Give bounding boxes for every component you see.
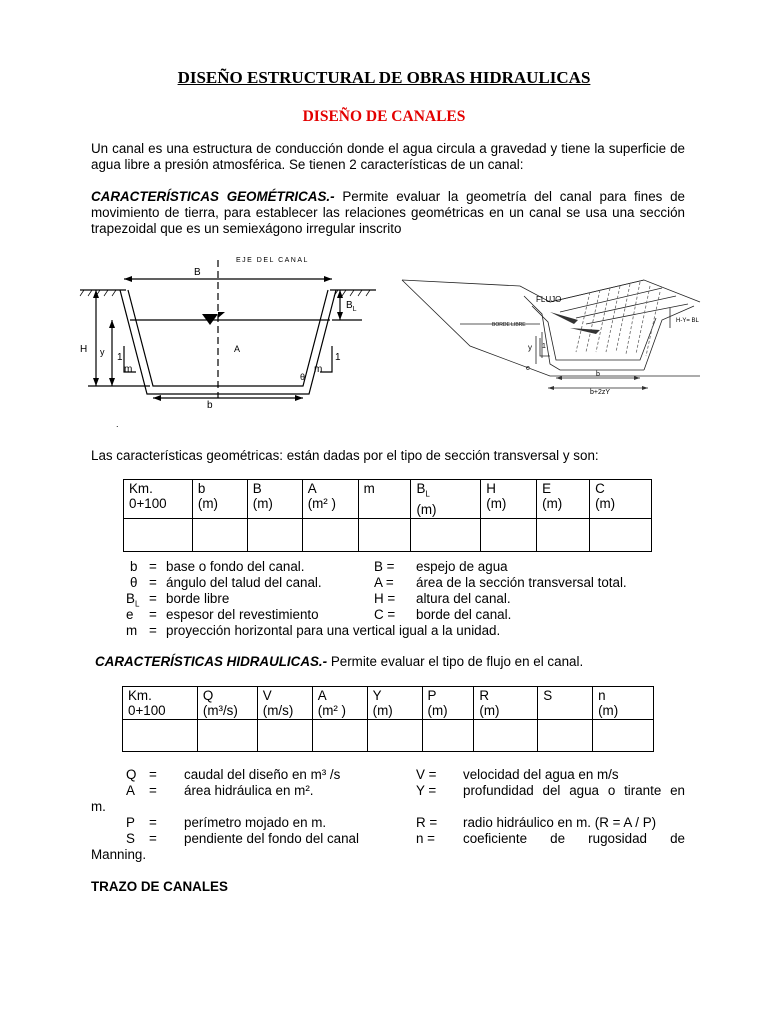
header-symbol: C xyxy=(595,481,605,496)
section-heading: TRAZO DE CANALES xyxy=(91,879,228,894)
legend-symbol: θ xyxy=(130,575,138,590)
table-header-cell xyxy=(197,687,257,720)
legend-symbol: P xyxy=(126,815,135,830)
header-symbol: Y xyxy=(372,688,382,703)
legend-symbol: Q xyxy=(126,767,137,782)
header-unit: 0+100 xyxy=(128,703,166,718)
label-b2zy: b+2zY xyxy=(590,389,611,396)
label-e: e xyxy=(526,365,530,372)
legend-row xyxy=(0,559,768,575)
legend-definition-right: área de la sección transversal total. xyxy=(416,575,627,590)
table-cell[interactable] xyxy=(302,518,358,551)
label-m-left: m xyxy=(124,364,133,375)
legend-definition: caudal del diseño en m³ /s xyxy=(184,767,341,782)
label-one-left: 1 xyxy=(117,352,123,363)
legend-symbol-right: H = xyxy=(374,591,396,606)
label-BL: $B_L$ xyxy=(346,300,357,313)
geometric-header-row xyxy=(124,480,652,519)
hydraulic-data-row xyxy=(123,720,654,752)
header-unit: (m) xyxy=(598,703,619,718)
geometric-heading: CARACTERÍSTICAS GEOMÉTRICAS.- xyxy=(91,189,335,204)
legend-symbol-right: R = xyxy=(416,815,438,830)
label-y-right: y xyxy=(528,343,532,352)
label-theta: θ xyxy=(300,372,306,382)
legend-row xyxy=(0,783,768,799)
legend-symbol-right: n = xyxy=(416,831,435,846)
label-m-right: m xyxy=(314,364,323,375)
header-symbol: b xyxy=(197,481,206,496)
header-unit: (m) xyxy=(427,703,448,718)
table-header-cell xyxy=(590,480,652,519)
header-symbol: B xyxy=(252,481,262,496)
legend-symbol: A xyxy=(126,783,135,798)
legend-symbol-right: B = xyxy=(374,559,395,574)
legend-definition: área hidráulica en m². xyxy=(184,783,314,798)
hydraulic-header-row xyxy=(123,687,654,720)
header-unit: (m) xyxy=(416,501,437,517)
table-header-cell xyxy=(593,687,654,720)
table-header-cell xyxy=(367,687,422,720)
legend-equals: = xyxy=(149,623,157,638)
table-header-cell xyxy=(358,480,411,519)
channel-perspective-figure xyxy=(400,272,706,400)
legend-continuation: m. xyxy=(91,799,106,814)
geometric-text: Permite evaluar la geometría del canal para fines de movimiento de tierra, para establecer las relaciones geométricas en un canal se usa una sección trapezoidal que es un semiexágono irregular inscrito xyxy=(91,189,685,236)
header-symbol: P xyxy=(427,688,437,703)
legend-definition: perímetro mojado en m. xyxy=(184,815,327,830)
label-one-right-fig: 1 xyxy=(542,343,546,350)
legend-row xyxy=(0,607,768,623)
table-header-cell xyxy=(124,480,193,519)
legend-definition: borde libre xyxy=(166,591,230,606)
header-unit: (m/s) xyxy=(262,703,294,718)
geometric-table-intro: Las características geométricas: están dadas por el tipo de sección transversal y son: xyxy=(91,448,599,463)
table-header-cell xyxy=(411,480,481,519)
legend-equals: = xyxy=(149,575,157,590)
table-cell[interactable] xyxy=(123,720,198,752)
legend-symbol: m xyxy=(126,623,138,638)
legend-definition-right: velocidad del agua en m/s xyxy=(463,767,619,782)
header-symbol: E xyxy=(542,481,552,496)
legend-row xyxy=(0,767,768,783)
geometric-data-row xyxy=(124,518,652,551)
document-subtitle: DISEÑO DE CANALES xyxy=(302,108,466,125)
label-hy-bl: H-Y= BL xyxy=(676,318,699,324)
header-symbol: n xyxy=(598,688,606,703)
table-header-cell xyxy=(247,480,302,519)
legend-symbol: $B_L$ xyxy=(126,591,140,609)
header-symbol: $B_L$ xyxy=(416,481,430,499)
table-header-cell xyxy=(538,687,593,720)
legend-equals: = xyxy=(149,559,157,574)
legend-equals: = xyxy=(149,607,157,622)
table-cell[interactable] xyxy=(367,720,422,752)
legend-definition-right: espejo de agua xyxy=(416,559,508,574)
table-header-cell xyxy=(422,687,474,720)
legend-symbol: b xyxy=(130,559,138,574)
hydraulic-heading: CARACTERÍSTICAS HIDRAULICAS.- xyxy=(95,654,328,669)
table-cell[interactable] xyxy=(481,518,537,551)
table-header-cell xyxy=(302,480,358,519)
header-unit xyxy=(364,496,406,511)
header-symbol: Km. xyxy=(128,688,152,703)
geometric-paragraph xyxy=(91,189,685,237)
legend-row xyxy=(0,623,768,639)
table-cell[interactable] xyxy=(257,720,312,752)
table-header-cell xyxy=(312,687,367,720)
header-unit: 0+100 xyxy=(129,496,167,511)
header-unit: (m³/s) xyxy=(202,703,238,718)
header-unit: (m) xyxy=(479,703,500,718)
table-cell[interactable] xyxy=(538,720,593,752)
header-symbol: Km. xyxy=(129,481,153,496)
table-cell[interactable] xyxy=(593,720,654,752)
intro-paragraph: Un canal es una estructura de conducción donde el agua circula a gravedad y tiene la superficie de agua libre a presión atmosférica. Se tienen 2 características de un canal: xyxy=(91,141,685,172)
header-symbol: R xyxy=(479,688,490,703)
header-unit: (m² ) xyxy=(307,496,336,511)
table-cell[interactable] xyxy=(537,518,590,551)
label-one-right: 1 xyxy=(335,352,341,363)
header-unit: (m² ) xyxy=(317,703,346,718)
legend-symbol-right: Y = xyxy=(416,783,437,798)
legend-definition: espesor del revestimiento xyxy=(166,607,319,622)
legend-symbol: e xyxy=(126,607,134,622)
table-header-cell xyxy=(123,687,198,720)
legend-definition-right: radio hidráulico en m. (R = A / P) xyxy=(463,815,657,830)
header-unit: (m) xyxy=(595,496,616,511)
header-symbol: A xyxy=(317,688,327,703)
table-cell[interactable] xyxy=(474,720,538,752)
table-cell[interactable] xyxy=(192,518,247,551)
table-cell[interactable] xyxy=(590,518,652,551)
table-header-cell xyxy=(257,687,312,720)
legend-equals: = xyxy=(149,767,157,782)
table-header-cell xyxy=(537,480,590,519)
table-header-cell xyxy=(481,480,537,519)
table-cell[interactable] xyxy=(124,518,193,551)
table-cell[interactable] xyxy=(358,518,411,551)
header-unit xyxy=(543,703,587,718)
table-header-cell xyxy=(474,687,538,720)
table-header-cell xyxy=(192,480,247,519)
legend-definition-right: altura del canal. xyxy=(416,591,511,606)
table-cell[interactable] xyxy=(411,518,481,551)
label-H: H xyxy=(80,344,88,355)
header-unit: (m) xyxy=(486,496,507,511)
header-symbol: Q xyxy=(202,688,214,703)
label-b-right: b xyxy=(596,371,600,378)
label-y: y xyxy=(100,347,105,357)
document-title: DISEÑO ESTRUCTURAL DE OBRAS HIDRAULICAS xyxy=(177,68,591,87)
stray-dot: . xyxy=(116,419,119,429)
axis-label: EJE DEL CANAL xyxy=(236,257,309,264)
label-A: A xyxy=(234,344,241,354)
label-b: b xyxy=(207,400,213,411)
legend-definition-right: borde del canal. xyxy=(416,607,512,622)
legend-continuation: Manning. xyxy=(91,847,147,862)
label-B: B xyxy=(194,267,201,278)
label-borde-libre: BORDE LIBRE xyxy=(492,322,526,328)
hydraulic-table xyxy=(122,686,654,752)
hydraulic-paragraph xyxy=(95,654,583,669)
legend-definition: pendiente del fondo del canal xyxy=(184,831,359,846)
header-symbol: m xyxy=(363,481,375,496)
legend-symbol-right: V = xyxy=(416,767,437,782)
header-symbol: S xyxy=(543,688,553,703)
table-cell[interactable] xyxy=(197,720,257,752)
header-symbol: V xyxy=(262,688,272,703)
label-flujo: FLUJO xyxy=(536,295,562,304)
legend-equals: = xyxy=(149,783,157,798)
legend-equals: = xyxy=(149,831,157,846)
header-unit: (m) xyxy=(372,703,393,718)
legend-symbol-right: C = xyxy=(374,607,396,622)
table-cell[interactable] xyxy=(312,720,367,752)
hydraulic-text: Permite evaluar el tipo de flujo en el canal. xyxy=(327,654,584,669)
header-unit: (m) xyxy=(542,496,563,511)
geometric-table xyxy=(123,479,652,552)
legend-definition-right: coeficiente de rugosidad de xyxy=(463,831,685,846)
legend-equals: = xyxy=(149,591,157,606)
legend-equals: = xyxy=(149,815,157,830)
legend-row xyxy=(0,575,768,591)
legend-definition-right: profundidad del agua o tirante en xyxy=(463,783,685,798)
legend-row xyxy=(0,815,768,831)
header-unit: (m) xyxy=(197,496,218,511)
header-symbol: H xyxy=(486,481,496,496)
legend-definition: proyección horizontal para una vertical igual a la unidad. xyxy=(166,623,501,638)
legend-row xyxy=(0,831,768,847)
legend-symbol: S xyxy=(126,831,135,846)
table-cell[interactable] xyxy=(422,720,474,752)
legend-symbol-right: A = xyxy=(374,575,394,590)
legend-definition: ángulo del talud del canal. xyxy=(166,575,322,590)
legend-definition: base o fondo del canal. xyxy=(166,559,305,574)
legend-row xyxy=(0,591,768,607)
trapezoid-section-figure xyxy=(78,248,378,414)
header-symbol: A xyxy=(307,481,317,496)
header-unit: (m) xyxy=(252,496,273,511)
table-cell[interactable] xyxy=(247,518,302,551)
